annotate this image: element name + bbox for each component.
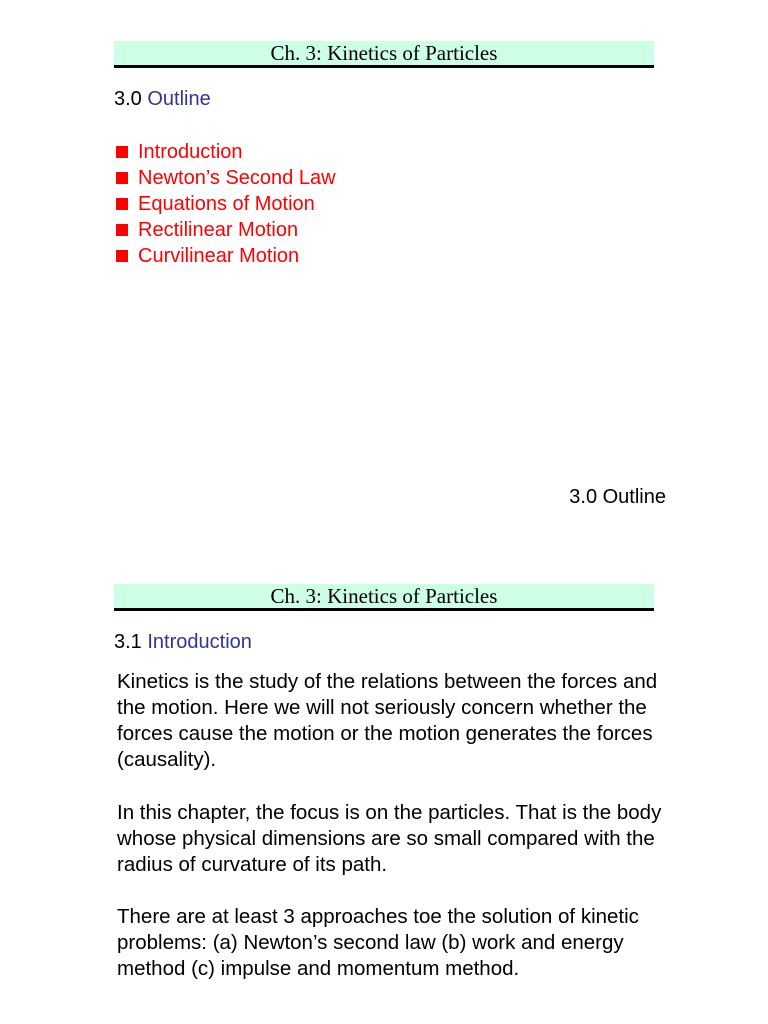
outline-list <box>114 139 336 269</box>
outline-item-label: Curvilinear Motion <box>138 244 300 267</box>
outline-item-label: Rectilinear Motion <box>138 218 299 241</box>
square-bullet-icon <box>116 146 128 158</box>
section-title: Outline <box>147 88 211 110</box>
section-number: 3.0 <box>114 88 142 110</box>
section-heading-outline <box>114 87 211 111</box>
outline-item-label: Introduction <box>138 140 243 163</box>
square-bullet-icon <box>116 172 128 184</box>
outline-item <box>114 139 336 165</box>
slide-header-2: Ch. 3: Kinetics of Particles <box>114 584 654 611</box>
section-title: Introduction <box>147 631 252 653</box>
paragraph-particles-focus: In this chapter, the focus is on the particles. That is the body whose physical dimensions are so small compared with the radius of curvature of its path. <box>117 801 662 876</box>
square-bullet-icon <box>116 224 128 236</box>
paragraph-kinetics-definition: Kinetics is the study of the relations between the forces and the motion. Here we will not seriously concern whether the forces cause the motion or the motion generates the forces (causality). <box>117 670 658 771</box>
square-bullet-icon <box>116 250 128 262</box>
outline-item <box>114 191 336 217</box>
section-heading-introduction <box>114 630 252 654</box>
outline-item-label: Equations of Motion <box>138 192 315 215</box>
square-bullet-icon <box>116 198 128 210</box>
slide-header-1: Ch. 3: Kinetics of Particles <box>114 41 654 68</box>
outline-item <box>114 165 336 191</box>
outline-item <box>114 217 336 243</box>
paragraph-approaches: There are at least 3 approaches toe the solution of kinetic problems: (a) Newton’s second law (b) work and energy method (c) impulse and momentum method. <box>117 905 639 980</box>
outline-item <box>114 243 336 269</box>
slide-footer-label: 3.0 Outline <box>569 486 666 508</box>
section-number: 3.1 <box>114 631 142 653</box>
outline-item-label: Newton’s Second Law <box>138 166 336 189</box>
